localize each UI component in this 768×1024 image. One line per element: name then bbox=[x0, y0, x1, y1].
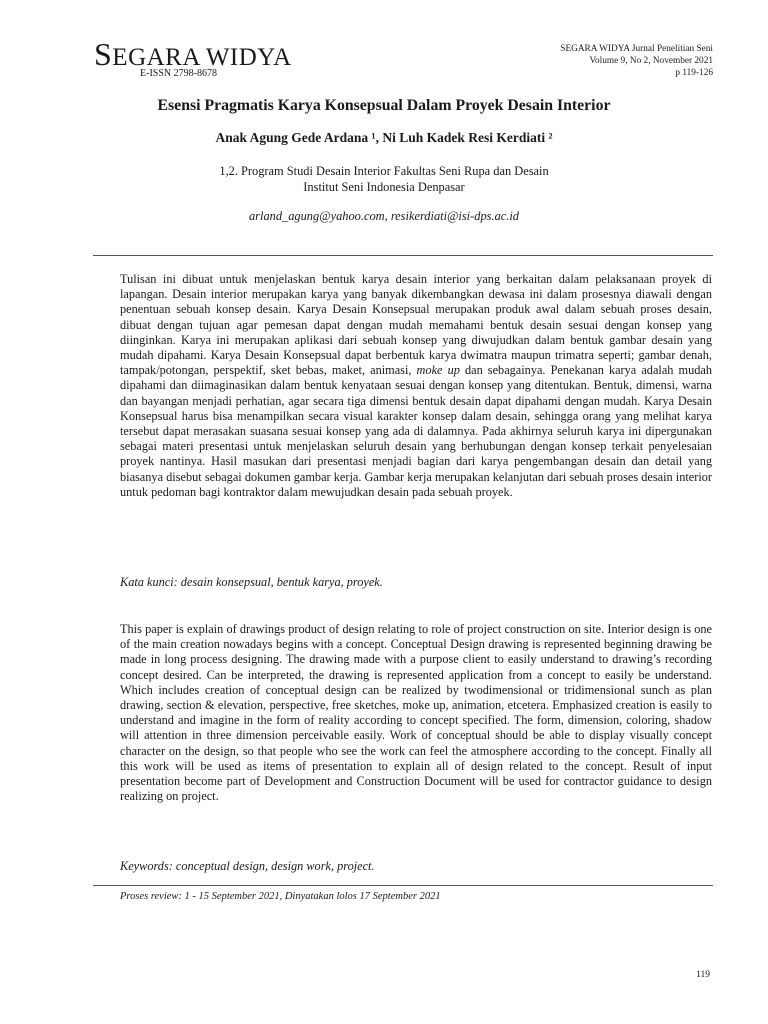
affiliation-line-1: 1,2. Program Studi Desain Interior Fakultas Seni Rupa dan Desain bbox=[219, 164, 549, 178]
header-divider bbox=[93, 255, 713, 256]
paper-authors: Anak Agung Gede Ardana ¹, Ni Luh Kadek Resi Kerdiati ² bbox=[215, 130, 553, 145]
affiliation bbox=[0, 163, 768, 195]
logo-wordmark: SEGARA WIDYA bbox=[94, 36, 292, 72]
footer-divider bbox=[93, 885, 713, 886]
journal-info bbox=[560, 43, 713, 79]
issn-label: E-ISSN 2798-8678 bbox=[140, 68, 217, 79]
paper-title: Esensi Pragmatis Karya Konsepsual Dalam Proyek Desain Interior bbox=[157, 97, 611, 114]
journal-name: SEGARA WIDYA Jurnal Penelitian Seni bbox=[560, 44, 713, 54]
keywords-english: Keywords: conceptual design, design work, project. bbox=[120, 859, 375, 873]
journal-volume: Volume 9, No 2, November 2021 bbox=[589, 56, 713, 66]
keywords-indonesian: Kata kunci: desain konsepsual, bentuk karya, proyek. bbox=[120, 575, 383, 589]
page-number: 119 bbox=[696, 970, 710, 980]
journal-pages: p 119-126 bbox=[675, 68, 713, 78]
affiliation-line-2: Institut Seni Indonesia Denpasar bbox=[303, 180, 465, 194]
abstract-english: This paper is explain of drawings product of design relating to role of project construction on site. Interior design is one of the main creation nowadays begins with a concept. Conceptual Design drawing is represented beginning drawing be made in long process designing. The drawing made with a purpose client to easily understand to drawing’s recording concept desired. Can be interpreted, the drawing is represented application from a concept to easily be understand. Which includes creation of conceptual design can be realized by twodimensional or tridimensional sunch as plan drawing, section & elevation, perspective, free sketches, moke up, animation, etcetera. Emphasized creation is easily to understand and imagine in the form of reality according to concept specified. The form, dimension, coloring, shadow will attention in three dimension perceivable easily. Work of conceptual should be able to display visually concept character on the design, so that people who see the work can feel the atmosphere according to the concept. Finally all this work will be used as items of presentation to explain all of design related to the concept. Result of input presentation become part of Development and Construction Document will be used for contractor guidance to design realizing on project. bbox=[120, 622, 712, 804]
review-note: Proses review: 1 - 15 September 2021, Dinyatakan lolos 17 September 2021 bbox=[120, 891, 441, 902]
author-emails: arland_agung@yahoo.com, resikerdiati@isi-dps.ac.id bbox=[248, 209, 519, 223]
abstract-indonesian: Tulisan ini dibuat untuk menjelaskan bentuk karya desain interior yang berkaitan dalam pelaksanaan proyek di lapangan. Desain interior merupakan karya yang banyak dikembangkan dewasa ini dalam prosesnya diawali dengan penentuan sebuah konsep desain. Karya Desain Konsepsual merupakan produk awal dalam sebuah proses desain, dibuat dengan tujuan agar pemesan dapat dengan mudah memahami bentuk desain sesuai dengan konsep yang diinginkan. Karya ini merupakan aplikasi dari sebuah konsep yang diwujudkan dalam bentuk gambar desain yang mudah dipahami. Karya Desain Konsepsual dapat berbentuk karya dwimatra maupun trimatra seperti; gambar denah, tampak/potongan, perspektif, sket bebas, maket, animasi, moke up dan sebagainya. Penekanan karya adalah mudah dipahami dan diimaginasikan dalam bentuk kenyataan sesuai dengan konsep yang ditentukan. Bentuk, dimensi, warna dan bayangan menjadi perhatian, agar secara tiga dimensi bentuk desain dapat dipahami dengan mudah. Karya Desain Konsepsual harus bisa menampilkan secara visual karakter konsep dalam desain, sehingga orang yang melihat karya tersebut dapat merasakan suasana sesuai konsep yang ada di dalamnya. Pada akhirnya seluruh karya ini dipergunakan sebagai materi presentasi untuk menjelaskan seluruh desain yang berhubungan dengan konsep terkait penyelesaian proyek nantinya. Hasil masukan dari presentasi menjadi bagian dari karya pengembangan desain dan detail yang biasanya disebut sebagai dokumen gambar kerja. Gambar kerja merupakan kelanjutan dari sebuah proses desain interior untuk pedoman bagi kontraktor dalam mewujudkan desain pada sebuah proyek. bbox=[120, 272, 712, 499]
